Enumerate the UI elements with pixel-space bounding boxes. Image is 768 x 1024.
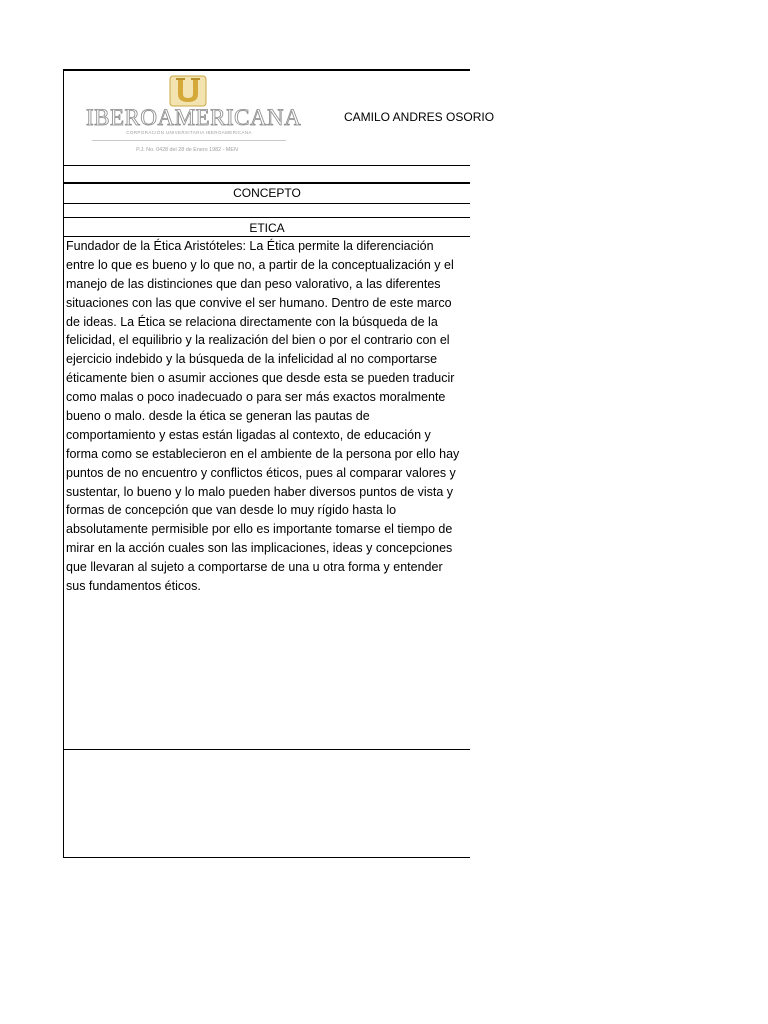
- concept-text-line: entre lo que es bueno y lo que no, a partir de la conceptualización y el: [66, 257, 454, 272]
- concept-text-line: felicidad, el equilibrio y la realización del bien o por el contrario con el: [66, 333, 450, 348]
- header-row: [64, 71, 495, 165]
- concept-text-line: de ideas. La Ética se relaciona directamente con la búsqueda de la: [66, 314, 438, 329]
- logo-wordmark: IBEROAMERICANA: [86, 105, 302, 130]
- concept-description-cell: [66, 237, 470, 596]
- concept-header-cell: CONCEPTO: [233, 186, 301, 200]
- concept-text-line: manejo de las distinciones que dan peso valorativo, a las diferentes: [66, 276, 441, 291]
- iberoamericana-logo: [86, 75, 302, 159]
- concept-text-line: comportamiento y estas están ligadas al contexto, de educación y: [66, 427, 431, 442]
- logo-resolution: P.J. No. 0428 del 28 de Enero 1982 - MEN: [136, 147, 238, 153]
- logo-divider: [92, 140, 286, 141]
- logo-tagline: CORPORACIÓN UNIVERSITARIA IBEROAMERICANA: [126, 130, 252, 135]
- concept-text-line: puntos de no encuentro y conflictos éticos, pues al comparar valores y: [66, 465, 456, 480]
- author-name: CAMILO ANDRES OSORIO: [344, 110, 495, 124]
- concept-text-line: mirar en la acción cuales son las implicaciones, ideas y concepciones: [66, 541, 453, 556]
- row-divider: [64, 165, 470, 166]
- spreadsheet-page: [63, 69, 495, 858]
- concept-text-line: formas de concepción que van desde lo muy rígido hasta lo: [66, 503, 397, 518]
- concept-text-line: ejercicio indebido y la búsqueda de la infelicidad al no comportarse: [66, 352, 438, 367]
- concept-text-line: situaciones con las que convive el ser humano. Dentro de este marco: [66, 295, 452, 310]
- concept-title-cell: ETICA: [249, 221, 285, 235]
- concept-text-line: éticamente bien o asumir acciones que desde esta se pueden traducir: [66, 371, 455, 386]
- concept-text-line: absolutamente permisible por ello es importante tomarse el tiempo de: [66, 522, 453, 537]
- concept-text-line: como malas o poco inadecuado o para ser más exactos moralmente: [66, 390, 446, 405]
- empty-cell: [64, 750, 470, 856]
- row-divider: [64, 217, 470, 218]
- row-divider: [64, 203, 470, 204]
- concept-text-line: bueno o malo. desde la ética se generan las pautas de: [66, 409, 370, 424]
- concept-text-line: Fundador de la Ética Aristóteles: La Ética permite la diferenciación: [66, 239, 434, 253]
- concept-text-line: que llevaran al sujeto a comportarse de una u otra forma y entender: [66, 560, 443, 575]
- concept-text-line: forma como se establecieron en el ambiente de la persona por ello hay: [66, 446, 460, 461]
- concept-text-line: sus fundamentos éticos.: [66, 579, 201, 594]
- university-emblem-icon: [86, 75, 292, 107]
- concept-text-line: sustentar, lo bueno y lo malo pueden haber diversos puntos de vista y: [66, 484, 454, 499]
